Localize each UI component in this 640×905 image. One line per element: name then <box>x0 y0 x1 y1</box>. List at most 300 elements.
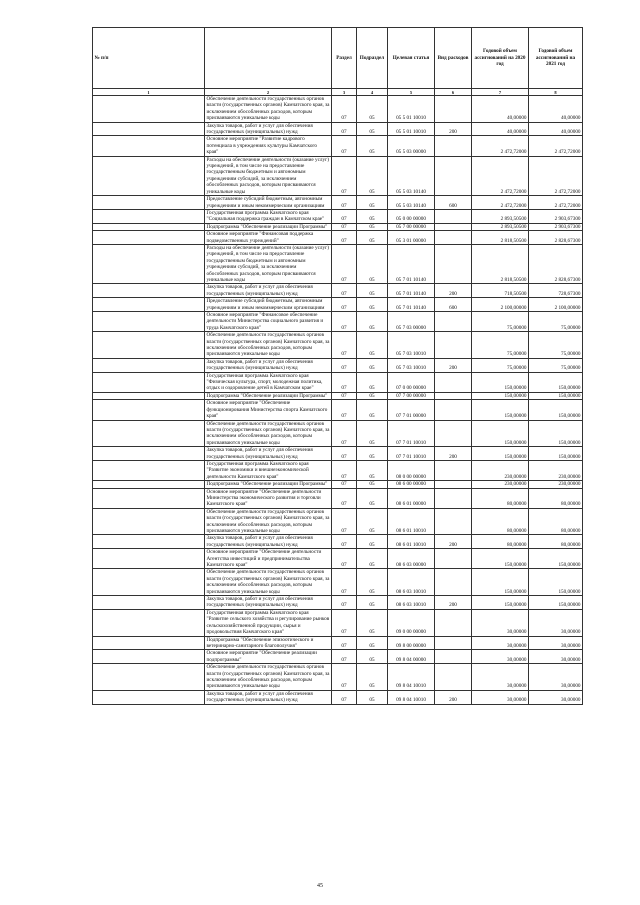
row-target-article: 05 7 01 10140 <box>388 244 435 283</box>
column-index: 6 <box>435 89 472 96</box>
row-target-article: 08 6 03 00000 <box>388 549 435 569</box>
row-amount-2020: 150,00000 <box>472 549 529 569</box>
row-subsection: 05 <box>357 332 388 359</box>
row-target-article: 07 0 00 00000 <box>388 372 435 392</box>
table-row <box>93 481 583 488</box>
row-expense-type <box>435 420 472 447</box>
row-section: 07 <box>332 231 357 245</box>
row-amount-2020: 2 818,50500 <box>472 231 529 245</box>
table-row <box>93 447 583 461</box>
row-amount-2020: 718,50500 <box>472 284 529 298</box>
row-expense-type <box>435 609 472 636</box>
row-target-article: 08 6 01 00000 <box>388 488 435 508</box>
row-number <box>93 481 205 488</box>
row-subsection: 05 <box>357 650 388 664</box>
row-expense-type: 200 <box>435 535 472 549</box>
row-expense-type: 200 <box>435 122 472 136</box>
row-target-article: 08 6 03 10010 <box>388 569 435 596</box>
table-row <box>93 508 583 535</box>
row-section: 07 <box>332 650 357 664</box>
table-row <box>93 244 583 283</box>
row-section: 07 <box>332 569 357 596</box>
row-expense-type <box>435 312 472 332</box>
row-section: 07 <box>332 156 357 195</box>
table-row <box>93 136 583 156</box>
row-expense-type <box>435 209 472 223</box>
row-expense-type <box>435 400 472 420</box>
row-section: 07 <box>332 481 357 488</box>
row-target-article: 05 5 03 10140 <box>388 156 435 195</box>
row-subsection: 05 <box>357 96 388 123</box>
row-section: 07 <box>332 460 357 480</box>
row-target-article: 09 8 04 10010 <box>388 664 435 691</box>
row-amount-2021: 150,00000 <box>529 372 583 392</box>
row-amount-2020: 2 818,50500 <box>472 244 529 283</box>
row-target-article: 05 7 00 00000 <box>388 223 435 230</box>
row-amount-2020: 150,00000 <box>472 569 529 596</box>
column-index: 8 <box>529 89 583 96</box>
row-amount-2021: 150,00000 <box>529 596 583 610</box>
row-expense-type: 600 <box>435 196 472 210</box>
row-subsection: 05 <box>357 244 388 283</box>
row-expense-type <box>435 569 472 596</box>
row-expense-type: 200 <box>435 358 472 372</box>
table-row <box>93 298 583 312</box>
row-section: 07 <box>332 122 357 136</box>
row-amount-2021: 2 472,72000 <box>529 196 583 210</box>
row-number <box>93 420 205 447</box>
row-number <box>93 372 205 392</box>
row-amount-2020: 75,00000 <box>472 312 529 332</box>
row-amount-2021: 150,00000 <box>529 549 583 569</box>
row-target-article: 05 7 03 10010 <box>388 332 435 359</box>
row-section: 07 <box>332 196 357 210</box>
row-section: 07 <box>332 488 357 508</box>
row-amount-2020: 30,00000 <box>472 690 529 704</box>
row-section: 07 <box>332 596 357 610</box>
row-expense-type <box>435 372 472 392</box>
row-amount-2020: 40,00000 <box>472 122 529 136</box>
row-expense-type <box>435 664 472 691</box>
row-description: Основное мероприятие "Обеспечение деятельности Агентства инвестиций и предпринимательства Камчатского края" <box>205 549 332 569</box>
row-amount-2020: 75,00000 <box>472 358 529 372</box>
table-row <box>93 284 583 298</box>
row-subsection: 05 <box>357 298 388 312</box>
row-amount-2021: 75,00000 <box>529 312 583 332</box>
row-number <box>93 460 205 480</box>
row-expense-type <box>435 636 472 650</box>
row-subsection: 05 <box>357 636 388 650</box>
row-subsection: 05 <box>357 481 388 488</box>
row-amount-2021: 150,00000 <box>529 392 583 399</box>
header-section: Раздел <box>332 28 357 89</box>
row-section: 07 <box>332 690 357 704</box>
row-description: Закупка товаров, работ и услуг для обеспечения государственных (муниципальных) нужд <box>205 122 332 136</box>
row-amount-2020: 80,00000 <box>472 488 529 508</box>
row-number <box>93 122 205 136</box>
row-section: 07 <box>332 332 357 359</box>
row-amount-2021: 80,00000 <box>529 508 583 535</box>
row-amount-2021: 2 472,72000 <box>529 136 583 156</box>
row-description: Государственная программа Камчатского края "Социальная поддержка граждан в Камчатском крае" <box>205 209 332 223</box>
row-amount-2021: 150,00000 <box>529 420 583 447</box>
row-amount-2021: 30,00000 <box>529 609 583 636</box>
row-expense-type <box>435 244 472 283</box>
row-section: 07 <box>332 358 357 372</box>
row-description: Обеспечение деятельности государственных органов власти (государственных органов) Камчатского края, за исключением обособленных расходов, которым присваиваются уникальные коды <box>205 508 332 535</box>
row-number <box>93 392 205 399</box>
row-number <box>93 231 205 245</box>
row-subsection: 05 <box>357 136 388 156</box>
row-subsection: 05 <box>357 156 388 195</box>
row-target-article: 08 6 01 10010 <box>388 535 435 549</box>
row-amount-2020: 75,00000 <box>472 332 529 359</box>
row-expense-type <box>435 549 472 569</box>
row-amount-2021: 2 903,67300 <box>529 223 583 230</box>
row-amount-2021: 40,00000 <box>529 122 583 136</box>
row-subsection: 05 <box>357 508 388 535</box>
row-subsection: 05 <box>357 447 388 461</box>
row-section: 07 <box>332 420 357 447</box>
row-section: 07 <box>332 636 357 650</box>
row-amount-2020: 80,00000 <box>472 535 529 549</box>
row-section: 07 <box>332 664 357 691</box>
row-description: Основное мероприятие "Развитие кадрового потенциала в учреждениях культуры Камчатского края" <box>205 136 332 156</box>
row-expense-type <box>435 96 472 123</box>
row-amount-2021: 80,00000 <box>529 535 583 549</box>
table-row <box>93 650 583 664</box>
row-number <box>93 447 205 461</box>
row-amount-2021: 2 828,67300 <box>529 231 583 245</box>
row-target-article: 05 5 03 00000 <box>388 136 435 156</box>
row-subsection: 05 <box>357 223 388 230</box>
row-section: 07 <box>332 96 357 123</box>
row-number <box>93 223 205 230</box>
header-number: № п/п <box>93 28 205 89</box>
row-expense-type: 200 <box>435 284 472 298</box>
row-target-article: 08 6 03 10010 <box>388 596 435 610</box>
row-subsection: 05 <box>357 549 388 569</box>
row-description: Государственная программа Камчатского края "Развитие экономики и внешнеэкономической деятельности Камчатского края" <box>205 460 332 480</box>
table-row <box>93 156 583 195</box>
row-expense-type <box>435 508 472 535</box>
row-subsection: 05 <box>357 400 388 420</box>
row-amount-2020: 230,00000 <box>472 460 529 480</box>
row-number <box>93 690 205 704</box>
row-amount-2020: 80,00000 <box>472 508 529 535</box>
row-number <box>93 298 205 312</box>
row-amount-2020: 30,00000 <box>472 609 529 636</box>
row-subsection: 05 <box>357 460 388 480</box>
row-number <box>93 549 205 569</box>
row-number <box>93 196 205 210</box>
row-number <box>93 400 205 420</box>
row-description: Закупка товаров, работ и услуг для обеспечения государственных (муниципальных) нужд <box>205 358 332 372</box>
table-row <box>93 209 583 223</box>
row-amount-2021: 30,00000 <box>529 650 583 664</box>
row-amount-2021: 150,00000 <box>529 400 583 420</box>
row-amount-2021: 2 828,67300 <box>529 244 583 283</box>
row-description: Государственная программа Камчатского края "Развитие сельского хозяйства и регулирование рынков сельскохозяйственной продукции, сырья и продовольствия Камчатского края" <box>205 609 332 636</box>
row-section: 07 <box>332 284 357 298</box>
row-target-article: 07 7 01 00000 <box>388 400 435 420</box>
row-target-article: 08 0 00 00000 <box>388 460 435 480</box>
row-expense-type <box>435 136 472 156</box>
row-expense-type <box>435 231 472 245</box>
row-subsection: 05 <box>357 664 388 691</box>
row-number <box>93 284 205 298</box>
row-description: Расходы на обеспечение деятельности (оказание услуг) учреждений, в том числе на предоставление государственным бюджетным и автономным учреждениям субсидий, за исключением обособленных расходов, которым присваиваются уникальные коды <box>205 156 332 195</box>
column-index: 5 <box>388 89 435 96</box>
row-amount-2020: 150,00000 <box>472 420 529 447</box>
row-amount-2021: 230,00000 <box>529 481 583 488</box>
row-section: 07 <box>332 392 357 399</box>
table-row <box>93 332 583 359</box>
row-section: 07 <box>332 312 357 332</box>
row-amount-2021: 2 472,72000 <box>529 156 583 195</box>
table-row <box>93 535 583 549</box>
row-section: 07 <box>332 549 357 569</box>
row-amount-2020: 230,00000 <box>472 481 529 488</box>
row-section: 07 <box>332 223 357 230</box>
row-amount-2020: 150,00000 <box>472 400 529 420</box>
row-subsection: 05 <box>357 122 388 136</box>
row-expense-type <box>435 488 472 508</box>
row-description: Подпрограмма "Обеспечение эпизоотического и ветеринарно-санитарного благополучия" <box>205 636 332 650</box>
row-target-article: 05 5 03 10140 <box>388 196 435 210</box>
row-description: Подпрограмма "Обеспечение реализации Программы" <box>205 392 332 399</box>
row-number <box>93 636 205 650</box>
table-row <box>93 400 583 420</box>
row-section: 07 <box>332 400 357 420</box>
row-description: Обеспечение деятельности государственных органов власти (государственных органов) Камчатского края, за исключением обособленных расходов, которым присваиваются уникальные коды <box>205 664 332 691</box>
table-row <box>93 549 583 569</box>
row-target-article: 07 7 01 10010 <box>388 447 435 461</box>
row-description: Обеспечение деятельности государственных органов власти (государственных органов) Камчатского края, за исключением обособленных расходов, которым присваиваются уникальные коды <box>205 420 332 447</box>
row-number <box>93 244 205 283</box>
row-subsection: 05 <box>357 358 388 372</box>
row-expense-type <box>435 392 472 399</box>
page-number: 45 <box>317 883 323 889</box>
row-amount-2020: 2 100,00000 <box>472 298 529 312</box>
row-subsection: 05 <box>357 372 388 392</box>
row-number <box>93 209 205 223</box>
header-amount-2020: Годовой объем ассигнований на 2020 год <box>472 28 529 89</box>
row-section: 07 <box>332 535 357 549</box>
row-target-article: 09 8 00 00000 <box>388 636 435 650</box>
row-description: Предоставление субсидий бюджетным, автономным учреждениям и иным некоммерческим организациям <box>205 298 332 312</box>
row-subsection: 05 <box>357 231 388 245</box>
row-amount-2020: 40,00000 <box>472 96 529 123</box>
row-description: Основное мероприятие "Обеспечение деятельности Министерства экономического развития и торговли Камчатского края" <box>205 488 332 508</box>
row-expense-type: 200 <box>435 690 472 704</box>
row-amount-2020: 150,00000 <box>472 372 529 392</box>
row-target-article: 05 5 01 10010 <box>388 96 435 123</box>
row-subsection: 05 <box>357 569 388 596</box>
row-target-article: 05 3 01 00000 <box>388 231 435 245</box>
table-row <box>93 460 583 480</box>
table-row <box>93 420 583 447</box>
row-expense-type <box>435 156 472 195</box>
row-subsection: 05 <box>357 209 388 223</box>
row-description: Подпрограмма "Обеспечение реализации Программы" <box>205 223 332 230</box>
row-expense-type <box>435 481 472 488</box>
row-subsection: 05 <box>357 535 388 549</box>
row-target-article: 05 7 03 00000 <box>388 312 435 332</box>
row-description: Обеспечение деятельности государственных органов власти (государственных органов) Камчатского края, за исключением обособленных расходов, которым присваиваются уникальные коды <box>205 332 332 359</box>
row-description: Закупка товаров, работ и услуг для обеспечения государственных (муниципальных) нужд <box>205 596 332 610</box>
table-row <box>93 231 583 245</box>
table-row <box>93 569 583 596</box>
row-expense-type <box>435 223 472 230</box>
row-number <box>93 508 205 535</box>
row-subsection: 05 <box>357 284 388 298</box>
row-section: 07 <box>332 609 357 636</box>
table-row <box>93 96 583 123</box>
table-row <box>93 636 583 650</box>
row-amount-2021: 728,67300 <box>529 284 583 298</box>
row-target-article: 05 7 03 10010 <box>388 358 435 372</box>
table-row <box>93 488 583 508</box>
row-description: Основное мероприятие "Обеспечение реализации подпрограммы" <box>205 650 332 664</box>
row-description: Государственная программа Камчатского края "Физическая культура, спорт, молодежная политика, отдых и оздоровление детей в Камчатском крае" <box>205 372 332 392</box>
row-expense-type <box>435 650 472 664</box>
row-description: Обеспечение деятельности государственных органов власти (государственных органов) Камчатского края, за исключением обособленных расходов, которым присваиваются уникальные коды <box>205 569 332 596</box>
row-target-article: 05 7 01 10140 <box>388 284 435 298</box>
row-description: Основное мероприятие "Финансовое обеспечение деятельности Министерства социального развития и труда Камчатского края" <box>205 312 332 332</box>
header-row <box>93 28 583 89</box>
row-amount-2020: 2 893,50500 <box>472 209 529 223</box>
row-expense-type <box>435 460 472 480</box>
column-index: 4 <box>357 89 388 96</box>
row-subsection: 05 <box>357 312 388 332</box>
row-amount-2021: 40,00000 <box>529 96 583 123</box>
header-amount-2021: Годовой объем ассигнований на 2021 год <box>529 28 583 89</box>
row-number <box>93 332 205 359</box>
column-index: 3 <box>332 89 357 96</box>
row-description: Предоставление субсидий бюджетным, автономным учреждениям и иным некоммерческим организациям <box>205 196 332 210</box>
row-amount-2020: 150,00000 <box>472 447 529 461</box>
column-index: 2 <box>205 89 332 96</box>
row-subsection: 05 <box>357 392 388 399</box>
row-target-article: 07 7 00 00000 <box>388 392 435 399</box>
row-amount-2021: 150,00000 <box>529 447 583 461</box>
table-row <box>93 312 583 332</box>
row-section: 07 <box>332 136 357 156</box>
row-expense-type: 600 <box>435 298 472 312</box>
table-row <box>93 196 583 210</box>
row-target-article: 08 6 01 10010 <box>388 508 435 535</box>
table-row <box>93 358 583 372</box>
row-subsection: 05 <box>357 420 388 447</box>
row-description: Закупка товаров, работ и услуг для обеспечения государственных (муниципальных) нужд <box>205 284 332 298</box>
table-row <box>93 372 583 392</box>
row-number <box>93 358 205 372</box>
row-number <box>93 609 205 636</box>
row-number <box>93 156 205 195</box>
row-target-article: 08 6 00 00000 <box>388 481 435 488</box>
row-number <box>93 535 205 549</box>
row-amount-2021: 75,00000 <box>529 332 583 359</box>
row-description: Обеспечение деятельности государственных органов власти (государственных органов) Камчатского края, за исключением обособленных расходов, которым присваиваются уникальные коды <box>205 96 332 123</box>
header-target-article: Целевая статья <box>388 28 435 89</box>
row-amount-2021: 30,00000 <box>529 690 583 704</box>
row-description: Подпрограмма "Обеспечение реализации Программы" <box>205 481 332 488</box>
row-section: 07 <box>332 447 357 461</box>
table-row <box>93 664 583 691</box>
row-subsection: 05 <box>357 196 388 210</box>
budget-table <box>92 27 583 705</box>
row-number <box>93 596 205 610</box>
table-row <box>93 223 583 230</box>
table-row <box>93 690 583 704</box>
row-subsection: 05 <box>357 690 388 704</box>
row-number <box>93 136 205 156</box>
row-expense-type <box>435 332 472 359</box>
table-row <box>93 392 583 399</box>
row-number <box>93 312 205 332</box>
row-amount-2021: 75,00000 <box>529 358 583 372</box>
row-description: Закупка товаров, работ и услуг для обеспечения государственных (муниципальных) нужд <box>205 447 332 461</box>
row-target-article: 05 7 01 10140 <box>388 298 435 312</box>
table-row <box>93 122 583 136</box>
row-number <box>93 664 205 691</box>
row-target-article: 05 0 00 00000 <box>388 209 435 223</box>
row-target-article: 09 8 04 00000 <box>388 650 435 664</box>
row-amount-2020: 30,00000 <box>472 664 529 691</box>
row-subsection: 05 <box>357 596 388 610</box>
row-target-article: 09 8 04 10010 <box>388 690 435 704</box>
row-amount-2020: 2 472,72000 <box>472 196 529 210</box>
header-subsection: Подраздел <box>357 28 388 89</box>
row-amount-2020: 30,00000 <box>472 650 529 664</box>
row-expense-type: 200 <box>435 596 472 610</box>
row-subsection: 05 <box>357 488 388 508</box>
row-target-article: 09 0 00 00000 <box>388 609 435 636</box>
row-amount-2020: 150,00000 <box>472 392 529 399</box>
row-amount-2021: 230,00000 <box>529 460 583 480</box>
column-index: 1 <box>93 89 205 96</box>
row-number <box>93 650 205 664</box>
header-description <box>205 28 332 89</box>
row-target-article: 05 5 01 10010 <box>388 122 435 136</box>
row-description: Расходы на обеспечение деятельности (оказание услуг) учреждений, в том числе на предоставление государственным бюджетным и автономным учреждениям субсидий, за исключением обособленных расходов, которым присваиваются уникальные коды <box>205 244 332 283</box>
row-subsection: 05 <box>357 609 388 636</box>
row-section: 07 <box>332 209 357 223</box>
row-amount-2021: 30,00000 <box>529 636 583 650</box>
row-description: Основное мероприятие "Финансовая поддержка подведомственных учреждений" <box>205 231 332 245</box>
row-amount-2021: 2 903,67300 <box>529 209 583 223</box>
row-section: 07 <box>332 244 357 283</box>
row-description: Закупка товаров, работ и услуг для обеспечения государственных (муниципальных) нужд <box>205 535 332 549</box>
row-section: 07 <box>332 508 357 535</box>
row-section: 07 <box>332 298 357 312</box>
row-amount-2021: 80,00000 <box>529 488 583 508</box>
row-section: 07 <box>332 372 357 392</box>
row-amount-2021: 150,00000 <box>529 569 583 596</box>
row-expense-type: 200 <box>435 447 472 461</box>
row-amount-2020: 30,00000 <box>472 636 529 650</box>
row-amount-2020: 2 472,72000 <box>472 136 529 156</box>
row-description: Закупка товаров, работ и услуг для обеспечения государственных (муниципальных) нужд <box>205 690 332 704</box>
row-description: Основное мероприятие "Обеспечение функционирования Министерства спорта Камчатского края" <box>205 400 332 420</box>
row-amount-2021: 30,00000 <box>529 664 583 691</box>
row-number <box>93 96 205 123</box>
column-index-row <box>93 89 583 96</box>
table-body <box>93 96 583 705</box>
row-amount-2021: 2 100,00000 <box>529 298 583 312</box>
table-header <box>93 28 583 96</box>
